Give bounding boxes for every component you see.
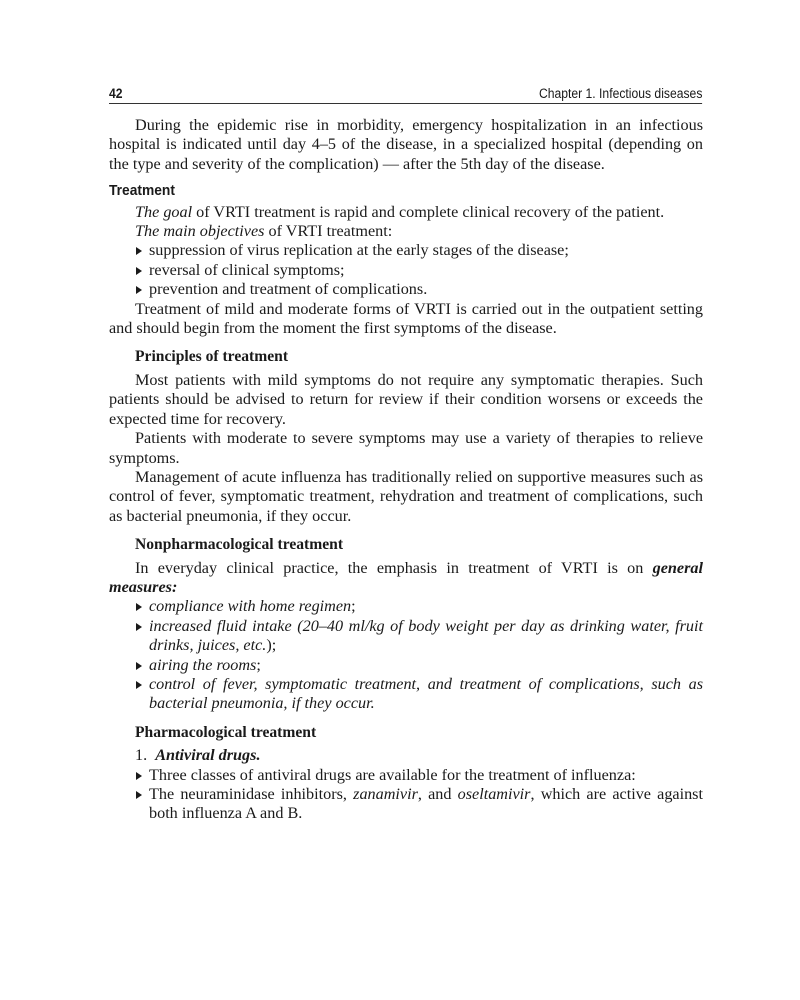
nonpharm-emphasis: general measures:	[109, 558, 703, 596]
nonpharm-intro	[109, 559, 703, 598]
subheading-principles: Principles of treatment	[135, 348, 289, 366]
page-body	[109, 116, 703, 824]
goal-text: of VRTI treatment is rapid and complete clinical recovery of the patient.	[192, 202, 665, 221]
list-item-text: airing the rooms	[149, 655, 257, 674]
drug-name: oseltamivir	[457, 785, 531, 803]
objectives-paragraph	[109, 222, 703, 241]
running-header	[109, 84, 702, 104]
list-item-text: , which are active against both influenza A and B.	[149, 785, 703, 823]
list-item	[149, 597, 703, 616]
subheading-nonpharmacological: Nonpharmacological treatment	[135, 536, 344, 554]
list-item-text: The neuraminidase inhibitors,	[149, 785, 354, 803]
subheading-pharmacological: Pharmacological treatment	[135, 723, 317, 741]
list-item-suffix: ;	[256, 655, 261, 674]
principles-paragraph: Patients with moderate to severe symptoms may use a variety of therapies to relieve symptoms.	[109, 429, 703, 467]
section-heading-treatment: Treatment	[109, 182, 175, 200]
antiviral-list	[109, 766, 703, 824]
outpatient-paragraph: Treatment of mild and moderate forms of VRTI is carried out in the outpatient setting and should begin from the moment the first symptoms of the disease.	[109, 299, 703, 338]
list-item-suffix: );	[266, 636, 277, 655]
chapter-title: Chapter 1. Infectious diseases	[538, 86, 703, 101]
page-number: 42	[109, 86, 123, 101]
list-item-text: compliance with home regimen	[149, 597, 352, 616]
book-page	[109, 84, 703, 824]
principles-paragraph: Management of acute influenza has traditionally relied on supportive measures such as control of fever, symptomatic treatment, rehydration and treatment of complications, such as bacterial pneumonia, if they occur.	[109, 467, 703, 525]
item-number: 1.	[135, 746, 148, 765]
list-item	[149, 617, 703, 656]
list-item-text: control of fever, symptomatic treatment, and treatment of complications, such as bacterial pneumonia, if they occur.	[149, 674, 703, 713]
principles-paragraph: Most patients with mild symptoms do not require any symptomatic therapies. Such patients should be advised to return for review if their condition worsens or exceeds the expected time for recovery.	[109, 370, 703, 428]
list-item: Three classes of antiviral drugs are available for the treatment of influenza:	[149, 766, 703, 785]
goal-paragraph	[109, 203, 703, 222]
general-measures-list	[109, 597, 703, 713]
list-item-suffix: ;	[351, 597, 356, 616]
list-item	[149, 656, 703, 675]
list-item	[149, 675, 703, 714]
list-item: prevention and treatment of complications.	[149, 280, 703, 299]
list-item: suppression of virus replication at the early stages of the disease;	[149, 241, 703, 260]
nonpharm-intro-text: In everyday clinical practice, the emphasis in treatment of VRTI is on	[135, 558, 653, 577]
list-item	[149, 785, 703, 824]
list-item-text: increased fluid intake (20–40 ml/kg of body weight per day as drinking water, fruit drinks, juices, etc.	[149, 616, 703, 655]
objectives-text: of VRTI treatment:	[264, 222, 393, 241]
objectives-list	[109, 241, 703, 299]
list-item-text: , and	[417, 785, 458, 803]
drug-name: zanamivir	[353, 785, 418, 803]
item-title: Antiviral drugs.	[155, 746, 261, 765]
intro-paragraph: During the epidemic rise in morbidity, emergency hospitalization in an infectious hospital is indicated until day 4–5 of the disease, in a specialized hospital (depending on the type and severity of the complication) — after the 5th day of the disease.	[109, 116, 703, 173]
list-item: reversal of clinical symptoms;	[149, 261, 703, 280]
objectives-label: The main objectives	[135, 222, 265, 241]
goal-label: The goal	[135, 202, 193, 221]
numbered-item	[135, 746, 703, 765]
